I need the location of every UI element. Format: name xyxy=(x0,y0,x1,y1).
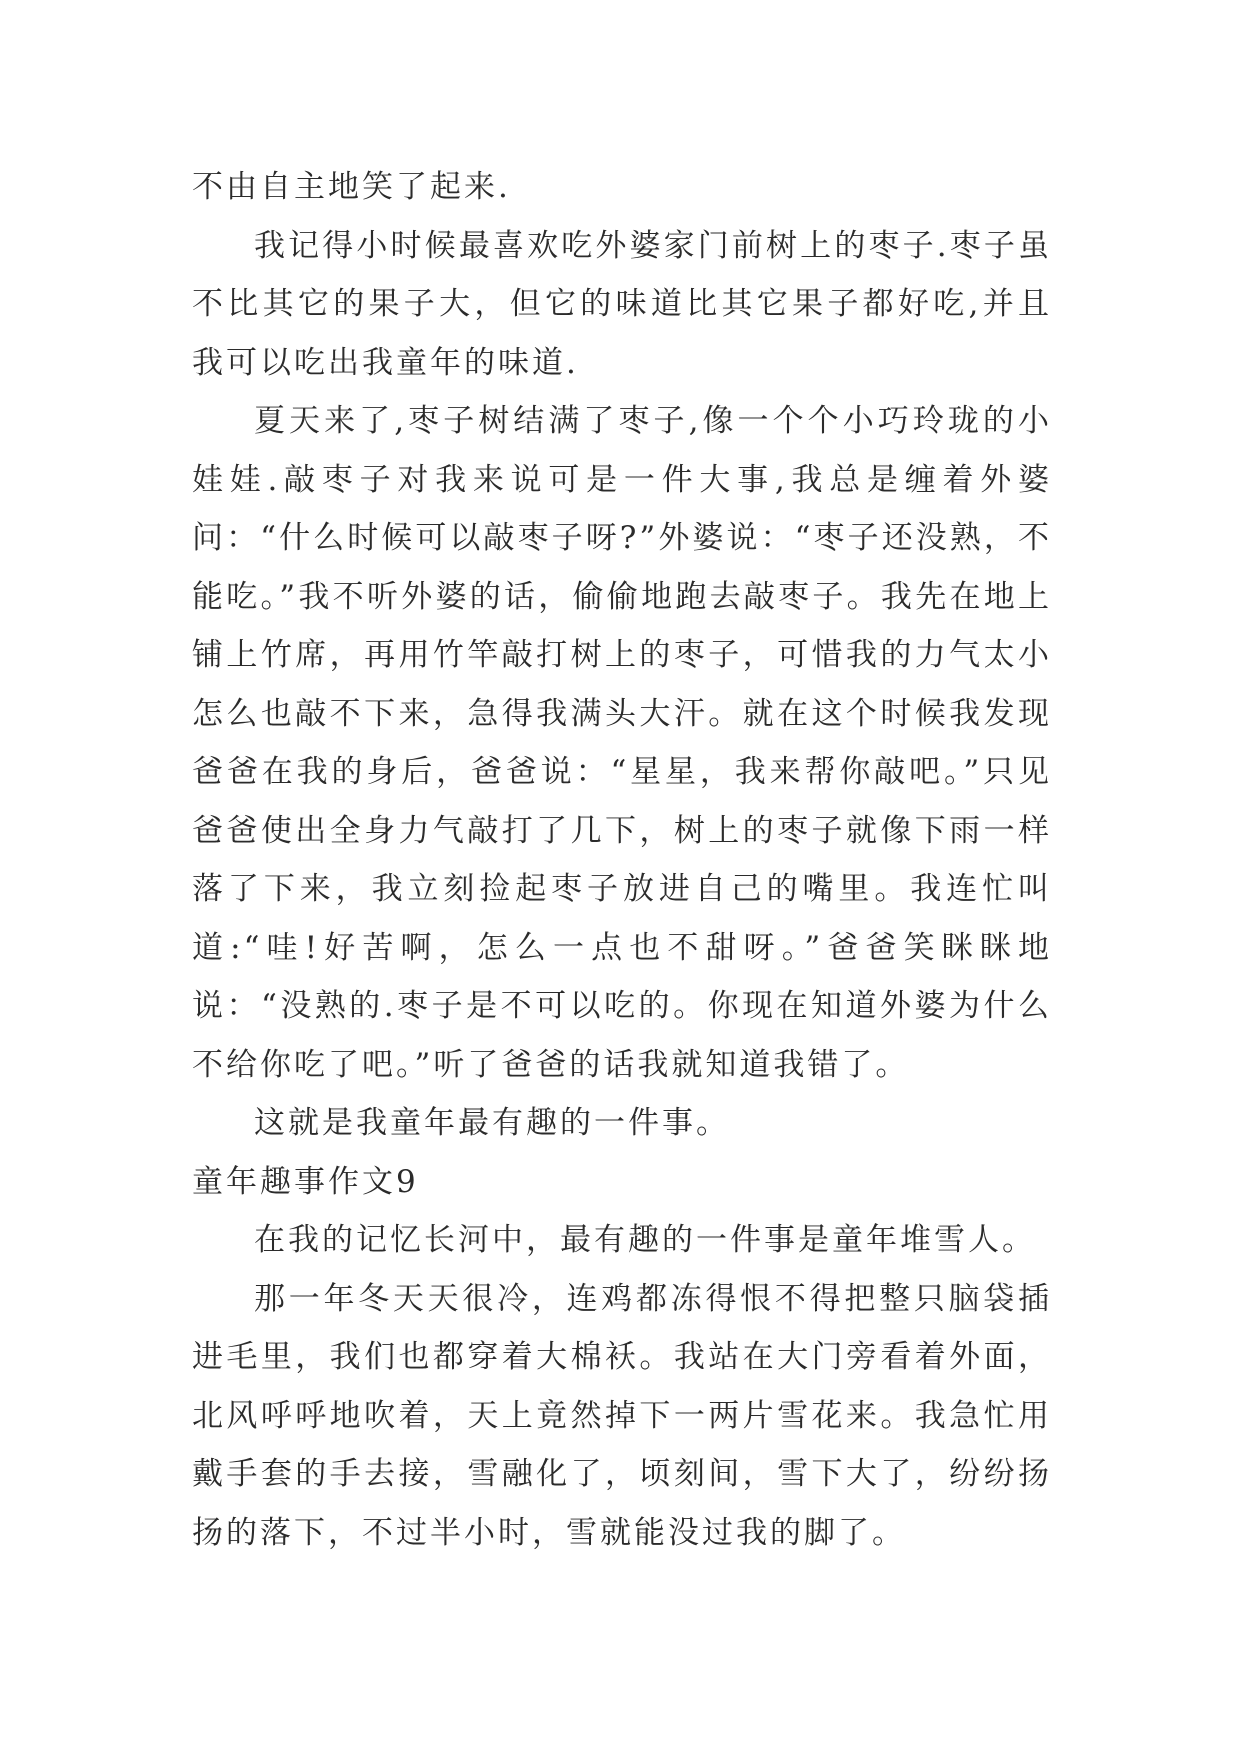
paragraph-conclusion: 这就是我童年最有趣的一件事。 xyxy=(254,1105,730,1141)
paragraph-knocking-dates: 夏天来了,枣子树结满了枣子,像一个个小巧玲珑的小娃娃.敲枣子对我来说可是一件大事,我总是缠着外婆问：“什么时候可以敲枣子呀?”外婆说：“枣子还没熟，不能吃。”我不听外婆的话，偷偷地跑去敲枣子。我先在地上铺上竹席，再用竹竿敲打树上的枣子，可惜我的力气太小怎么也敲不下来，急得我满头大汗。就在这个时候我发现爸爸在我的身后，爸爸说：“星星，我来帮你敲吧。”只见爸爸使出全身力气敲打了几下，树上的枣子就像下雨一样落了下来，我立刻捡起枣子放进自己的嘴里。我连忙叫道:“哇!好苦啊，怎么一点也不甜呀。”爸爸笑眯眯地说：“没熟的.枣子是不可以吃的。你现在知道外婆为什么不给你吃了吧。”听了爸爸的话我就知道我错了。 xyxy=(192,403,1052,1083)
paragraph-winter-snow: 那一年冬天天很冷，连鸡都冻得恨不得把整只脑袋插进毛里，我们也都穿着大棉袄。我站在大门旁看着外面，北风呼呼地吹着，天上竟然掉下一两片雪花来。我急忙用戴手套的手去接，雪融化了，顷刻间，雪下大了，纷纷扬扬的落下，不过半小时，雪就能没过我的脚了。 xyxy=(192,1280,1052,1551)
paragraph-continuation: 不由自主地笑了起来. xyxy=(192,169,511,205)
paragraph-snowman-intro: 在我的记忆长河中，最有趣的一件事是童年堆雪人。 xyxy=(254,1222,1036,1258)
document-body xyxy=(192,158,1052,1562)
section-heading: 童年趣事作文9 xyxy=(192,1163,419,1200)
paragraph-dates-memory: 我记得小时候最喜欢吃外婆家门前树上的枣子.枣子虽不比其它的果子大，但它的味道比其它果子都好吃,并且我可以吃出我童年的味道. xyxy=(192,227,1052,381)
